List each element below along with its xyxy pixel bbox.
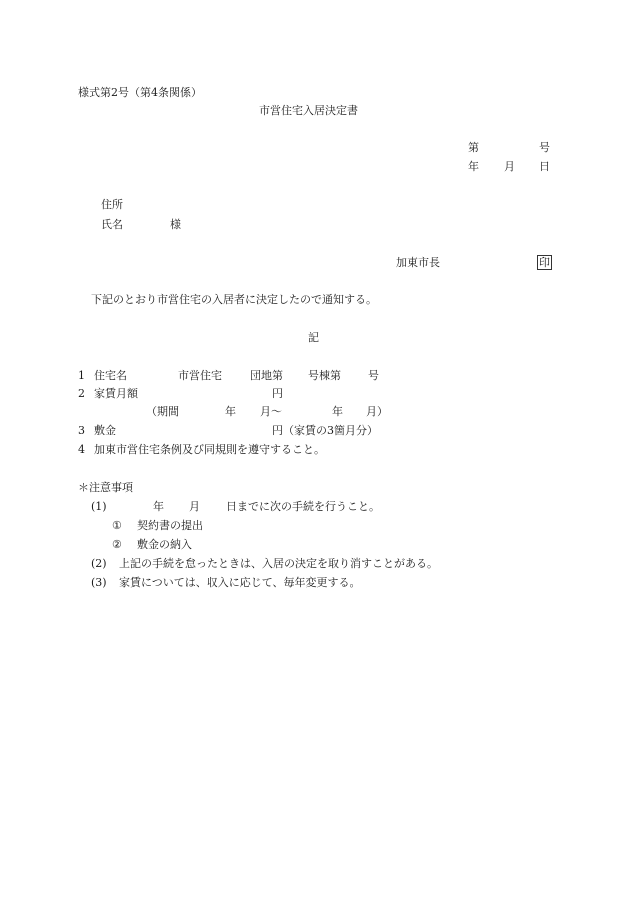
note-3-number: (3) (91, 576, 107, 589)
sub-item-1-text: 契約書の提出 (137, 519, 203, 532)
ki-label: 記 (308, 331, 319, 344)
ref-year: 年 (468, 160, 479, 173)
item-4-number: 4 (78, 443, 85, 456)
note-2-number: (2) (91, 557, 107, 570)
note-3-text: 家賃については、収入に応じて、毎年変更する。 (119, 576, 361, 589)
seal-label: 印 (539, 256, 550, 269)
note-2-text: 上記の手続を怠ったときは、入居の決定を取り消すことがある。 (119, 557, 438, 570)
seal-mark (537, 255, 552, 270)
ref-no-prefix: 第 (468, 141, 479, 154)
note-1-text: 日までに次の手続を行うこと。 (226, 500, 380, 513)
period-year-2: 年 (332, 405, 343, 418)
ref-no-suffix: 号 (539, 141, 550, 154)
item-1-housing: 市営住宅 (178, 369, 222, 382)
ref-month: 月 (504, 160, 515, 173)
sub-item-2-text: 敷金の納入 (137, 538, 192, 551)
issuer-name: 加東市長 (396, 256, 440, 269)
item-4-text: 加東市営住宅条例及び同規則を遵守すること。 (94, 443, 325, 456)
item-1-number: 1 (78, 369, 85, 382)
note-1-year: 年 (153, 500, 164, 513)
item-2-number: 2 (78, 387, 85, 400)
note-1-month: 月 (189, 500, 200, 513)
honorific: 様 (170, 218, 181, 231)
item-1-label: 住宅名 (94, 369, 127, 382)
item-1-danchi: 団地第 (250, 369, 283, 382)
item-2-yen: 円 (272, 387, 283, 400)
period-open: （期間 (146, 405, 179, 418)
name-label: 氏名 (101, 218, 123, 231)
form-number: 様式第2号（第4条関係） (78, 86, 202, 99)
notes-heading: ＊注意事項 (78, 481, 133, 494)
sub-item-2-number: ② (112, 538, 122, 551)
document-title: 市営住宅入居決定書 (259, 104, 358, 117)
period-year-1: 年 (225, 405, 236, 418)
sub-item-1-number: ① (112, 519, 122, 532)
address-label: 住所 (101, 198, 123, 211)
item-3-yen: 円（家賃の3箇月分） (272, 424, 378, 437)
ref-day: 日 (539, 160, 550, 173)
item-3-label: 敷金 (94, 424, 116, 437)
item-1-gou: 号 (368, 369, 379, 382)
item-1-tou: 号棟第 (308, 369, 341, 382)
period-month-2: 月） (366, 405, 388, 418)
intro-text: 下記のとおり市営住宅の入居者に決定したので通知する。 (91, 293, 377, 306)
item-2-label: 家賃月額 (94, 387, 138, 400)
note-1-number: (1) (91, 500, 107, 513)
period-month-1: 月〜 (260, 405, 282, 418)
item-3-number: 3 (78, 424, 85, 437)
